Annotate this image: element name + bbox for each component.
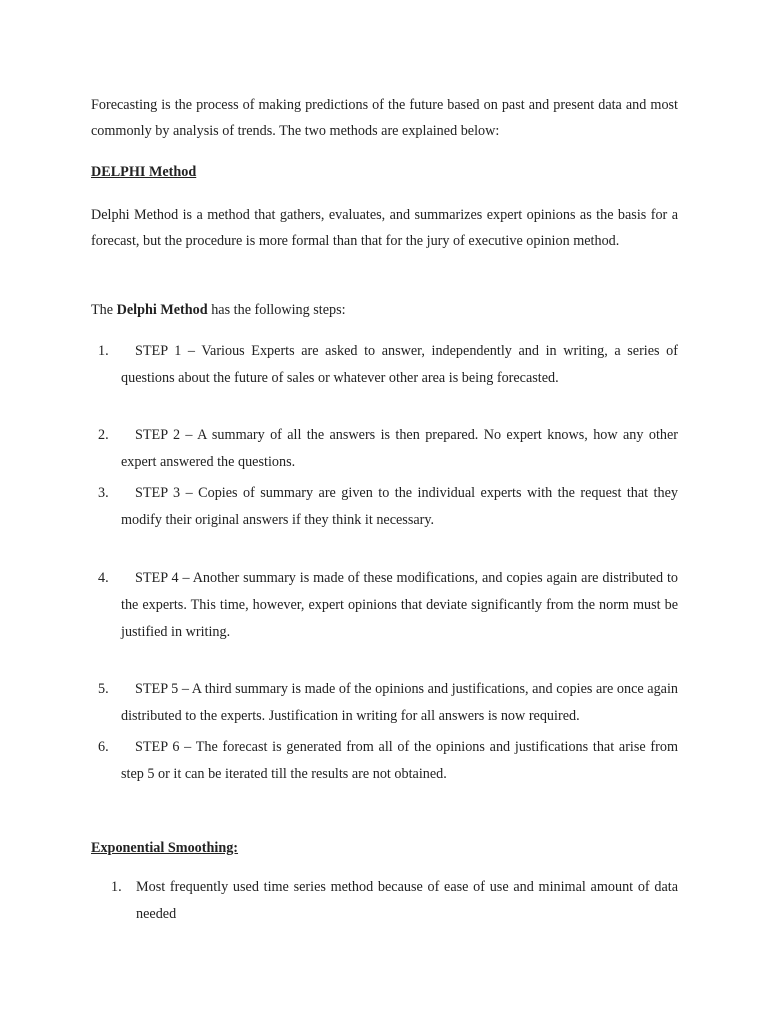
list-item xyxy=(91,565,678,646)
delphi-description: Delphi Method is a method that gathers, evaluates, and summarizes expert opinions as the basis for a forecast, but the procedure is more formal than that for the jury of executive opinion method. xyxy=(91,207,678,249)
steps-intro-before: The xyxy=(91,302,117,318)
delphi-steps-intro xyxy=(91,297,678,323)
exponential-heading: Exponential Smoothing: xyxy=(91,840,239,856)
list-item-number: 1. xyxy=(98,343,109,359)
steps-intro-bold: Delphi Method xyxy=(116,302,208,318)
list-item xyxy=(91,734,678,788)
delphi-heading: DELPHI Method xyxy=(91,164,197,180)
list-item-number: 3. xyxy=(98,485,109,501)
list-item xyxy=(91,676,678,730)
list-item-number: 6. xyxy=(98,739,109,755)
list-item xyxy=(91,480,678,534)
list-item xyxy=(91,874,678,928)
list-item-text: STEP 1 – Various Experts are asked to answer, independently and in writing, a series of questions about the future of sales or whatever other area is being forecasted. xyxy=(121,343,678,386)
steps-intro-after: has the following steps: xyxy=(207,302,346,318)
list-item-text: STEP 5 – A third summary is made of the opinions and justifications, and copies are once again distributed to the experts. Justification in writing for all answers is now required. xyxy=(121,681,678,724)
list-item-number: 5. xyxy=(98,681,109,697)
list-item-text: STEP 4 – Another summary is made of these modifications, and copies again are distributed to the experts. This time, however, expert opinions that deviate significantly from the norm must be justified in writing. xyxy=(121,570,678,640)
list-item-number: 4. xyxy=(98,570,109,586)
list-item-text: STEP 3 – Copies of summary are given to the individual experts with the request that they modify their original answers if they think it necessary. xyxy=(121,485,678,528)
list-item-text: STEP 6 – The forecast is generated from all of the opinions and justifications that arise from step 5 or it can be iterated till the results are not obtained. xyxy=(121,739,678,782)
intro-paragraph: Forecasting is the process of making predictions of the future based on past and present data and most commonly by analysis of trends. The two methods are explained below: xyxy=(91,97,678,139)
list-item xyxy=(91,422,678,476)
list-item-number: 1. xyxy=(111,879,122,895)
list-item-text: Most frequently used time series method because of ease of use and minimal amount of data needed xyxy=(136,879,678,922)
list-item-text: STEP 2 – A summary of all the answers is then prepared. No expert knows, how any other expert answered the questions. xyxy=(121,427,678,470)
list-item xyxy=(91,338,678,392)
list-item-number: 2. xyxy=(98,427,109,443)
